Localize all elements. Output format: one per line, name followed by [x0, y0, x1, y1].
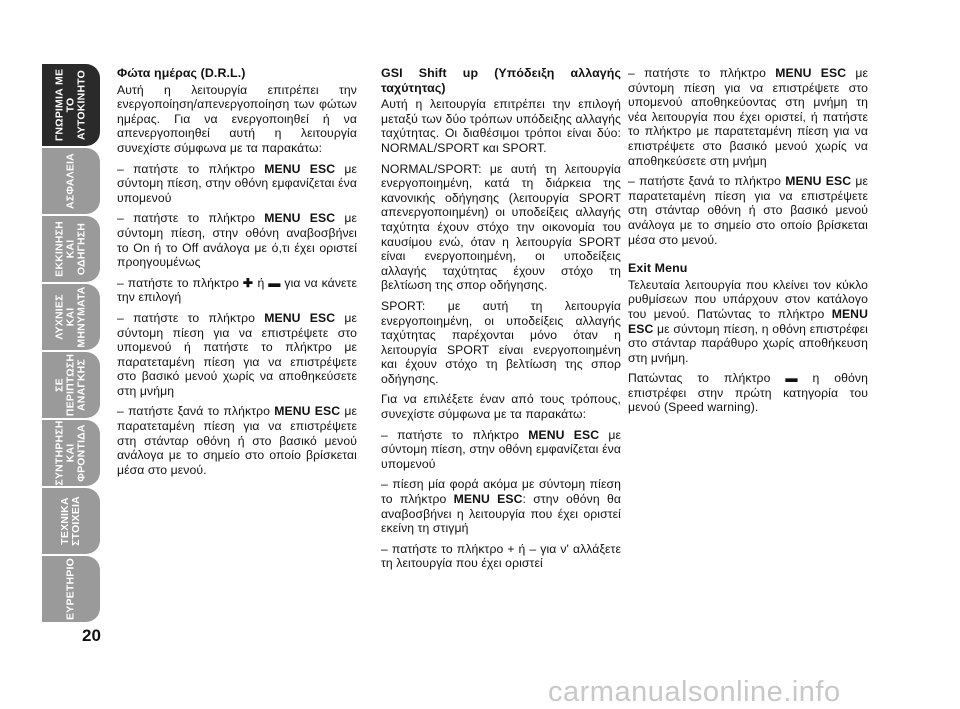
tab-index[interactable]	[42, 556, 100, 622]
tab-starting-driving[interactable]	[42, 216, 100, 282]
step: – πατήστε το πλήκτρο + ή – για ν' αλλάξετε τη λειτουργία που έχει οριστεί	[381, 541, 621, 571]
minus-icon: ▬	[268, 275, 281, 290]
tab-maintenance[interactable]	[42, 420, 100, 486]
paragraph: Τελευταία λειτουργία που κλείνει τον κύκλο ρυθμίσεων που υπάρχουν στον κατάλογο του μενού. Πατώντας το πλήκτρο MENU ESC με σύντομη πίεση, η οθόνη επιστρέφει στο στάνταρ παράθυρο χωρίς αποθήκευση στη μνήμη.	[628, 277, 868, 365]
plus-icon: ✚	[242, 275, 254, 290]
watermark: carmanualsonline.info	[548, 676, 841, 708]
paragraph: Αυτή η λειτουργία επιτρέπει την επιλογή μεταξύ των δύο τρόπων υπόδειξης αλλαγής ταχύτητας. Οι διαθέσιμοι τρόποι είναι δύο: NORMAL/SPORT και SPORT.	[381, 97, 621, 155]
paragraph: Για να επιλέξετε έναν από τους τρόπους, συνεχίστε σύμφωνα με τα παρακάτω:	[381, 392, 621, 422]
tab-safety[interactable]	[42, 148, 100, 214]
step: – πατήστε το πλήκτρο MENU ESC με σύντομη πίεση για να επιστρέψετε στο υπομενού ή πατήστε το πλήκτρο με παρατεταμένη πίεση για να επιστρέψετε στο βασικό μενού χωρίς να αποθηκεύσετε στη μνήμη	[117, 310, 357, 398]
minus-icon: ▬	[785, 371, 798, 386]
tab-label: ΛΥΧΝΙΕΣ ΚΑΙ ΜΗΝΥΜΑΤΑ	[53, 286, 88, 348]
tab-emergency[interactable]	[42, 352, 100, 418]
step: – πατήστε το πλήκτρο ✚ ή ▬ για να κάνετε την επιλογή	[117, 275, 358, 305]
tab-label: ΕΚΚΙΝΗΣΗ ΚΑΙ ΟΔΗΓΗΣΗ	[53, 221, 88, 277]
text-column-3	[628, 66, 868, 421]
text-column-2	[381, 66, 621, 577]
tab-label: ΑΣΦΑΛΕΙΑ	[64, 153, 77, 209]
paragraph: Αυτή η λειτουργία επιτρέπει την ενεργοποίηση/απενεργοποίηση των φώτων ημέρας. Για να ενεργοποιηθεί ή να απενεργοποιηθεί αυτή η λειτουργία συνεχίστε σύμφωνα με τα παρακάτω:	[117, 82, 357, 155]
step: – πίεση μία φορά ακόμα με σύντομη πίεση το πλήκτρο MENU ESC: στην οθόνη θα αναβοσβήνει η λειτουργία που έχει οριστεί εκείνη τη στιγμή	[381, 477, 621, 536]
step: – πατήστε το πλήκτρο MENU ESC με σύντομη πίεση, στην οθόνη εμφανίζεται ένα υπομενού	[381, 427, 621, 471]
tab-warning-lights[interactable]	[42, 284, 100, 350]
tab-label: ΓΝΩΡΙΜΙΑ ΜΕ ΤΟ ΑΥΤΟΚΙΝΗΤΟ	[53, 68, 88, 142]
tab-label: ΣΕ ΠΕΡΙΠΤΩΣΗ ΑΝΑΓΚΗΣ	[53, 353, 88, 417]
section-heading-exit-menu: Exit Menu	[628, 261, 688, 276]
step: – πατήστε το πλήκτρο MENU ESC με σύντομη πίεση, στην οθόνη αναβοσβήνει το On ή το Off ανάλογα με ό,τι έχει οριστεί προηγουμένως	[117, 211, 357, 270]
section-heading-gsi: GSI Shift up (Υπόδειξη αλλαγής ταχύτητας)	[381, 66, 621, 95]
tab-label: ΣΥΝΤΗΡΗΣΗ ΚΑΙ ΦΡΟΝΤΙΔΑ	[53, 420, 88, 486]
tab-technical-data[interactable]	[42, 488, 100, 554]
step: – πατήστε το πλήκτρο MENU ESC με σύντομη πίεση, στην οθόνη εμφανίζεται ένα υπομενού	[117, 161, 357, 205]
paragraph: Πατώντας το πλήκτρο ▬ η οθόνη επιστρέφει στην πρώτη κατηγορία του μενού (Speed warning).	[628, 371, 868, 415]
step: – πατήστε το πλήκτρο MENU ESC με σύντομη πίεση για να επιστρέψετε στο υπομενού αποθηκεύοντας στη μνήμη τη νέα λειτουργία που έχει οριστεί, ή πατήστε το πλήκτρο με παρατεταμένη πίεση για να επιστρέψετε στο βασικό μενού χωρίς να αποθηκεύσετε στη μνήμη	[628, 66, 868, 168]
page-number: 20	[82, 626, 101, 645]
text-column-1	[117, 66, 357, 483]
paragraph: SPORT: με αυτή τη λειτουργία ενεργοποιημένη, οι υποδείξεις αλλαγής ταχύτητας παρέχονται μόνο όταν η λειτουργία SPORT είναι ενεργοποιημένη και έχουν στόχο τη βελτίωση της σπορ οδήγησης.	[381, 298, 621, 386]
tab-getting-to-know-car[interactable]	[42, 64, 100, 146]
step: – πατήστε ξανά το πλήκτρο MENU ESC με παρατεταμένη πίεση για να επιστρέψετε στη στάνταρ οθόνη ή στο βασικό μενού ανάλογα με το σημείο στο οποίο βρίσκεται μέσα στο μενού.	[628, 174, 868, 247]
section-heading-drl: Φώτα ημέρας (D.R.L.)	[117, 66, 246, 80]
tab-label: ΤΕΧΝΙΚΑ ΣΤΟΙΧΕΙΑ	[59, 496, 82, 546]
paragraph: NORMAL/SPORT: με αυτή τη λειτουργία ενεργοποιημένη, κατά τη διάρκεια της κανονικής οδήγησης (λειτουργία SPORT απενεργοποιημένη) οι υποδείξεις αλλαγής ταχύτητα έχουν στόχο την οικονομία του καυσίμου ενώ, όταν η λειτουργία SPORT είναι ενεργοποιημένη, οι υποδείξεις αλλαγής ταχύτητας έχουν στόχο τη βελτίωση της σπορ οδήγησης.	[381, 161, 621, 293]
tab-label: ΕΥΡΕΤΗΡΙΟ	[64, 558, 77, 620]
step: – πατήστε ξανά το πλήκτρο MENU ESC με παρατεταμένη πίεση για να επιστρέψετε στη στάνταρ οθόνη ή στο βασικό μενού ανάλογα με το σημείο στο οποίο βρίσκεται μέσα στο μενού.	[117, 404, 357, 477]
